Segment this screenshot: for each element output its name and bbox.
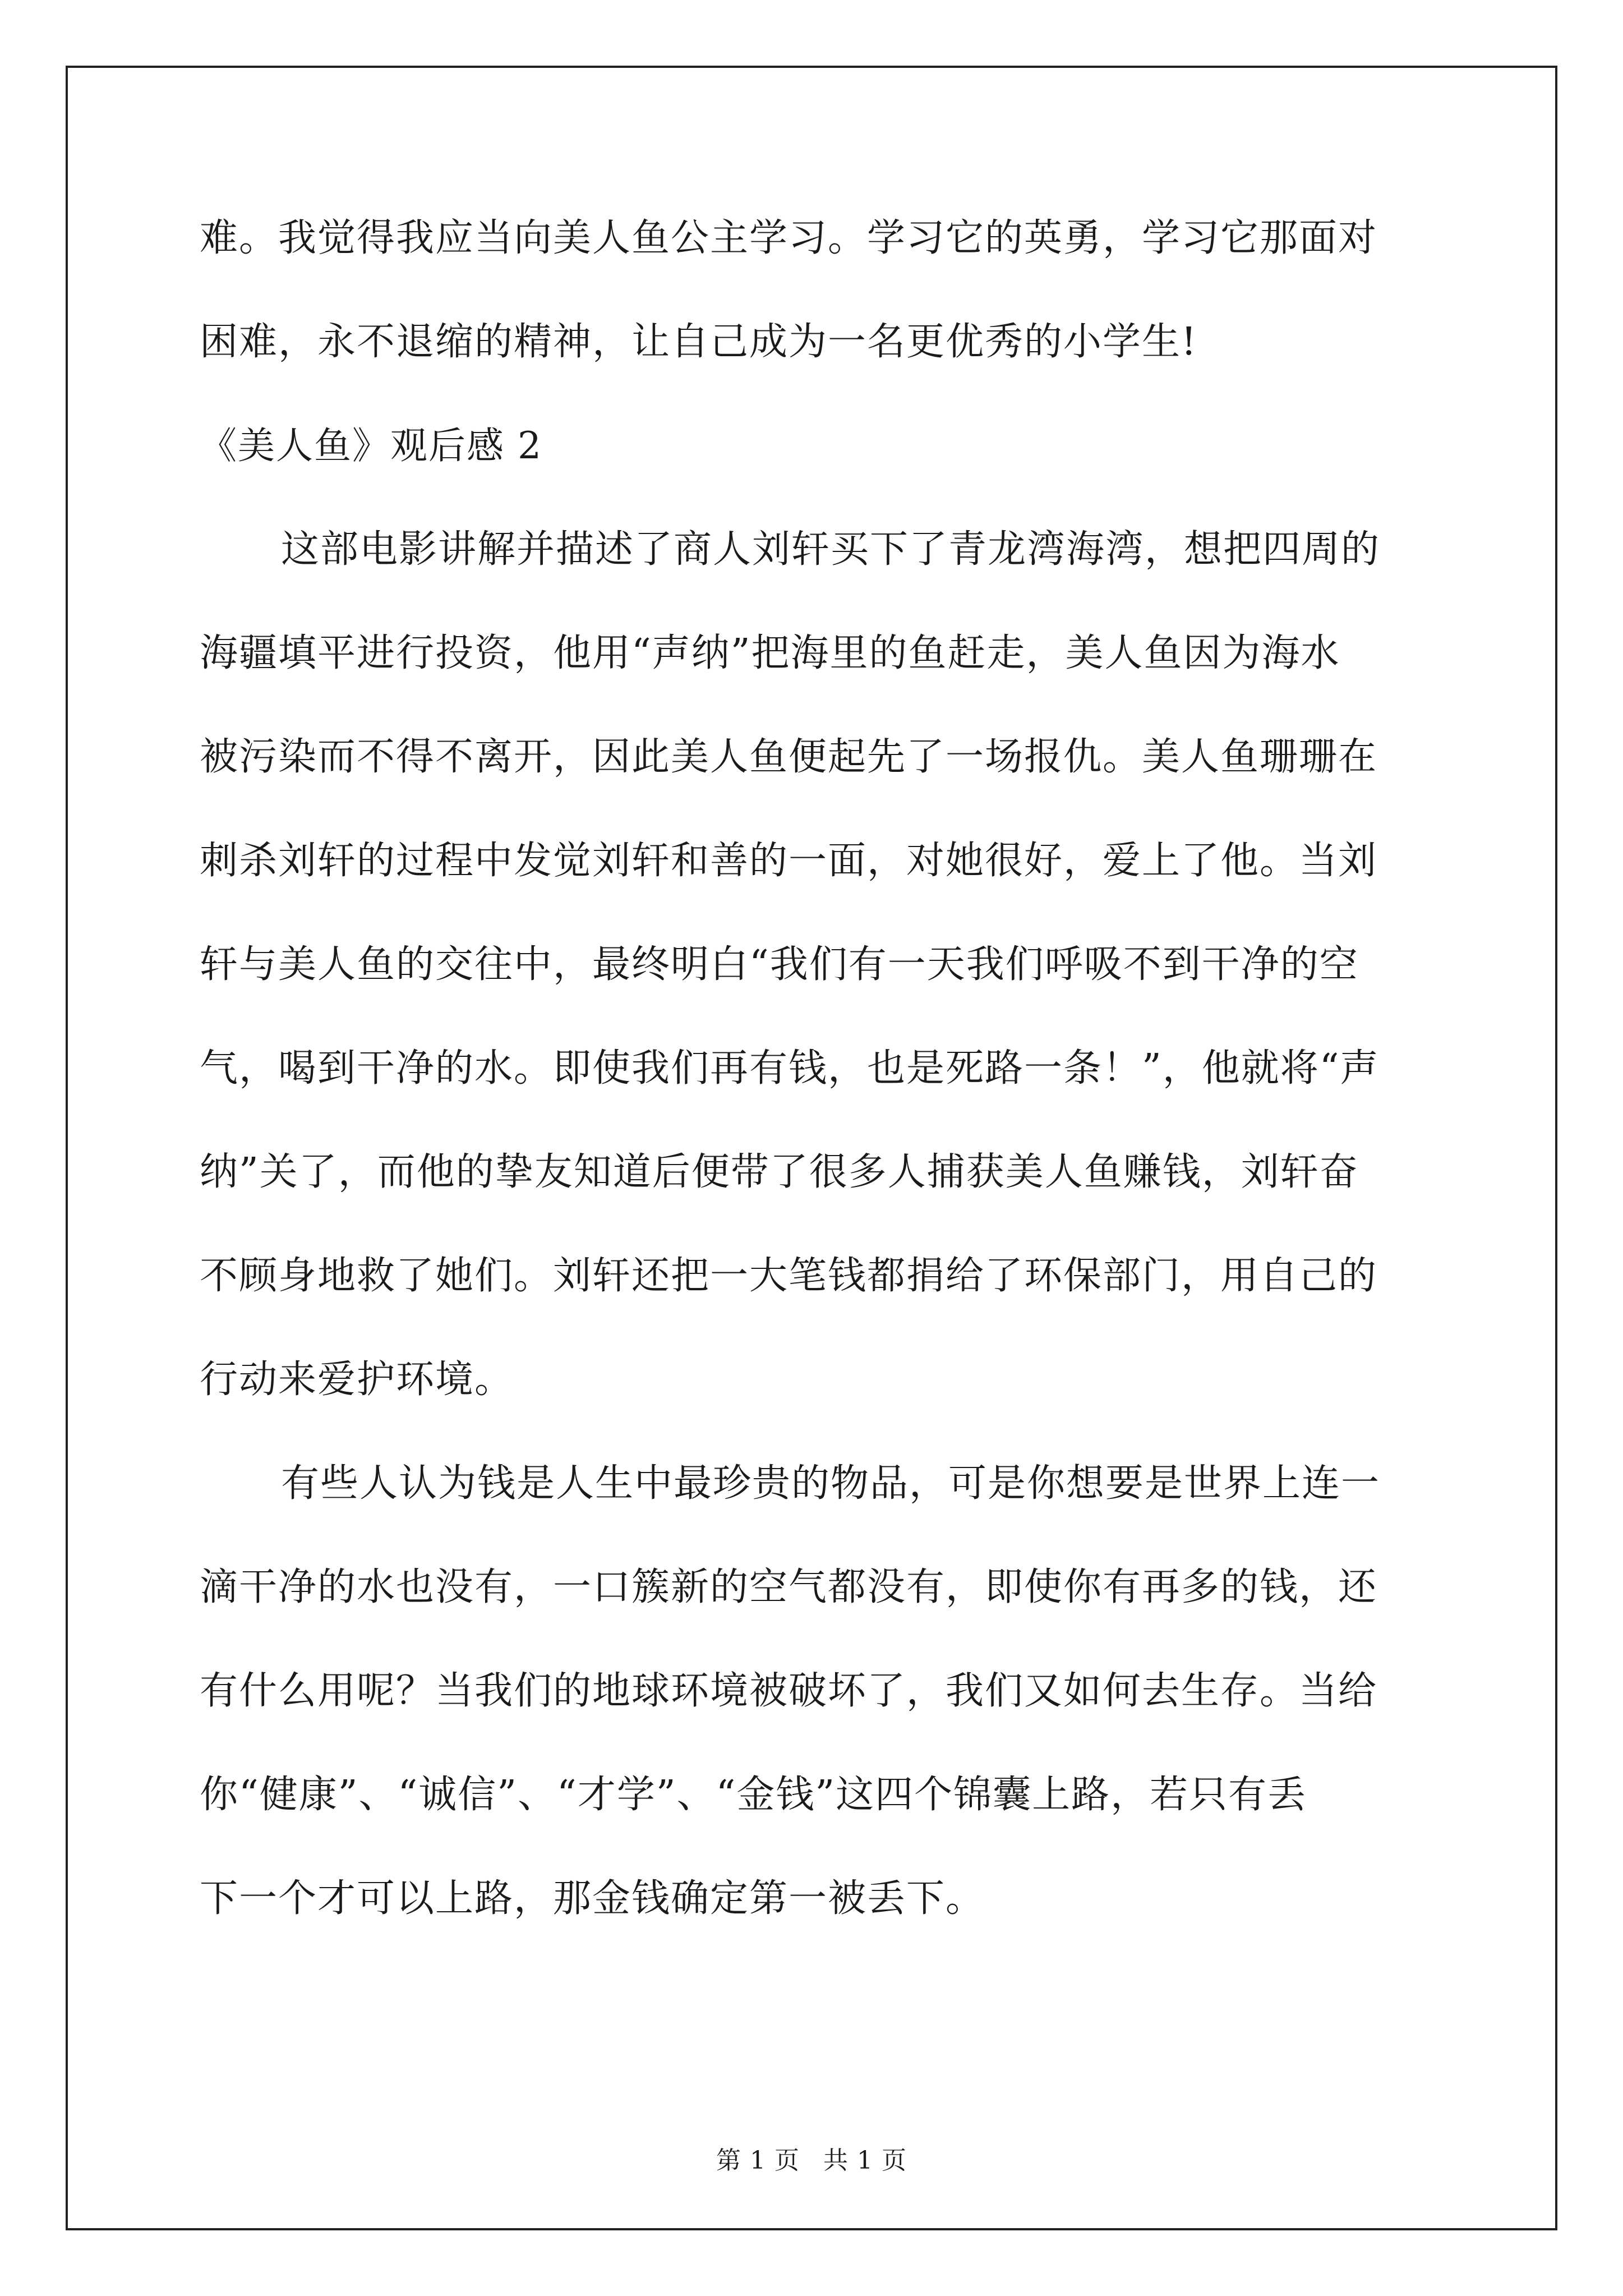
body-line: 海疆填平进行投资，他用“声纳”把海里的鱼赶走，美人鱼因为海水 [200,631,1340,675]
body-line: 难。我觉得我应当向美人鱼公主学习。学习它的英勇，学习它那面对 [200,216,1378,260]
body-line: 滴干净的水也没有，一口簇新的空气都没有，即使你有再多的钱，还 [200,1565,1378,1609]
paragraph-start-line: 有些人认为钱是人生中最珍贵的物品，可是你想要是世界上连一 [281,1461,1381,1506]
body-line: 困难，永不退缩的精神，让自己成为一名更优秀的小学生! [200,320,1198,364]
body-line: 有什么用呢？当我们的地球环境被破坏了，我们又如何去生存。当给 [200,1669,1378,1713]
body-line: 行动来爱护环境。 [200,1358,514,1402]
document-body [200,216,1431,1980]
section-heading: 《美人鱼》观后感 2 [200,424,542,467]
body-line: 被污染而不得不离开，因此美人鱼便起先了一场报仇。美人鱼珊珊在 [200,735,1378,779]
page-footer [0,2146,1623,2176]
body-line: 轩与美人鱼的交往中，最终明白“我们有一天我们呼吸不到干净的空 [200,942,1359,987]
body-line: 不顾身地救了她们。刘轩还把一大笔钱都捐给了环保部门，用自己的 [200,1254,1378,1298]
page-total: 共 1 页 [823,2146,907,2175]
paragraph-start-line: 这部电影讲解并描述了商人刘轩买下了青龙湾海湾，想把四周的 [281,527,1381,572]
body-line: 刺杀刘轩的过程中发觉刘轩和善的一面，对她很好，爱上了他。当刘 [200,839,1378,883]
body-line: 下一个才可以上路，那金钱确定第一被丢下。 [200,1876,985,1921]
page-number: 第 1 页 [716,2146,800,2175]
body-line: 气，喝到干净的水。即使我们再有钱，也是死路一条！”，他就将“声 [200,1046,1380,1091]
body-line: 你“健康”、“诚信”、“才学”、“金钱”这四个锦囊上路，若只有丢 [200,1773,1307,1817]
body-line: 纳”关了，而他的挚友知道后便带了很多人捕获美人鱼赚钱，刘轩奋 [200,1150,1359,1194]
